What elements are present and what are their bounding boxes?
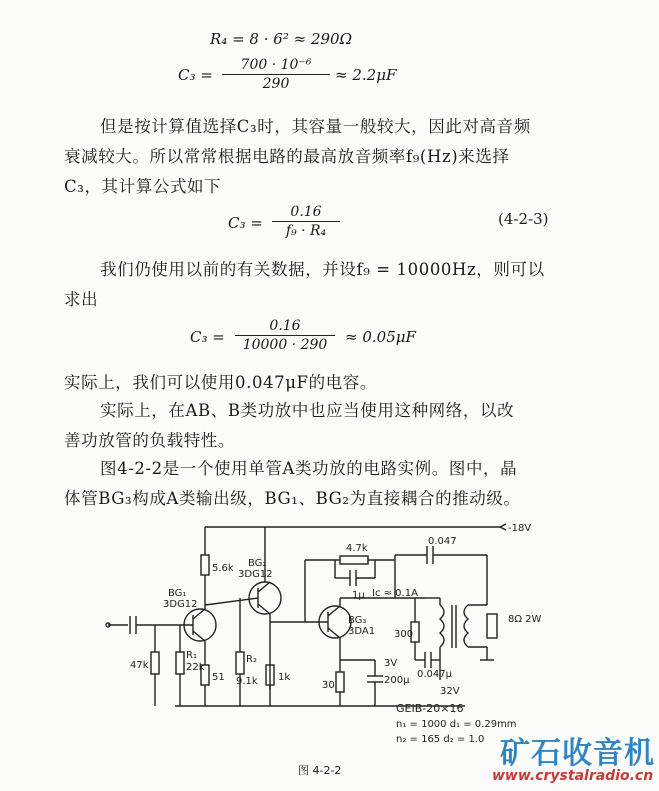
- label-r-51: 51: [212, 672, 225, 683]
- equation-c3-first: C₃ =: [178, 66, 213, 84]
- paragraph-line: 体管BG₃构成A类输出级，BG₁、BG₂为直接耦合的推动级。: [64, 489, 521, 508]
- resistor-4k7: [340, 556, 368, 564]
- paragraph-line: 衰减较大。所以常常根据电路的最高放音频率f₉(Hz)来选择: [64, 147, 510, 166]
- supply-arrow: [500, 524, 506, 530]
- eq-r4-lhs: R₄: [210, 30, 228, 48]
- paragraph-line: 善功放管的负载特性。: [64, 431, 235, 450]
- frac-num: 0.16: [290, 204, 322, 220]
- label-r-30: 30: [322, 680, 335, 691]
- equation-formula-lhs: C₃ =: [228, 214, 263, 232]
- resistor-5k6: [201, 555, 209, 575]
- resistor-r2-9k1: [236, 652, 244, 674]
- resistor-rw-22k: [176, 652, 184, 674]
- label-ic: Iᴄ ≈ 0.1A: [372, 588, 418, 599]
- label-c-0047: 0.047μ: [417, 669, 452, 680]
- equation-c3-first-result: ≈ 2.2μF: [335, 66, 397, 84]
- transformer-secondary: [464, 605, 468, 647]
- label-bg2-type: 3DG12: [238, 569, 273, 580]
- label-r-top: 5.6k: [212, 563, 234, 574]
- watermark-url: www.crystalradio.cn: [492, 768, 654, 784]
- label-spk: 8Ω 2W: [508, 614, 542, 625]
- label-c-fb: 1μ: [352, 590, 365, 601]
- label-bg3-type: 3DA1: [348, 626, 376, 637]
- paragraph-line: 求出: [64, 290, 99, 309]
- frac-den: 10000 · 290: [235, 335, 335, 353]
- frac-den: 290: [222, 74, 330, 92]
- paragraph-line: 实际上，在AB、B类功放中也应当使用这种网络，以改: [100, 401, 515, 420]
- label-c-200: 200μ: [384, 675, 410, 686]
- speaker: [487, 614, 497, 638]
- equation-tag: (4-2-3): [498, 210, 549, 228]
- frac-num: 700 · 10⁻⁶: [240, 57, 312, 73]
- label-r-300: 300: [394, 629, 414, 640]
- paragraph-line: 图4-2-2是一个使用单管A类功放的电路实例。图中，晶: [100, 459, 518, 478]
- paragraph-line: 但是按计算值选择C₃时，其容量一般较大，因此对高音频: [100, 117, 531, 136]
- equation-c3-result-rhs: ≈ 0.05μF: [345, 328, 416, 346]
- label-n2: n₂ = 165 d₂ = 1.0: [396, 734, 485, 745]
- resistor-47k: [151, 652, 159, 674]
- paragraph-line: 我们仍使用以前的有关数据，并设f₉ = 10000Hz，则可以: [100, 260, 545, 279]
- label-r2-name: R₂: [246, 654, 257, 665]
- label-bg2-name: BG₂: [248, 558, 267, 569]
- watermark-title: 矿石收音机: [500, 736, 655, 771]
- figure-caption: 图 4-2-2: [298, 764, 342, 777]
- label-rw-name: R₁: [186, 650, 197, 661]
- label-core: GEIB-20×16: [396, 702, 464, 715]
- equation-c3-result-lhs: C₃ =: [190, 328, 225, 346]
- transformer-primary: [440, 605, 444, 647]
- label-c-3v: 3V: [384, 658, 398, 669]
- label-v-32: 32V: [440, 686, 460, 697]
- label-bg1-name: BG₁: [168, 588, 187, 599]
- label-n1: n₁ = 1000 d₁ = 0.29mm: [396, 719, 517, 730]
- label-bg3-name: BG₃: [348, 615, 367, 626]
- label-r2-val: 9.1k: [236, 676, 258, 687]
- eq-r4-rhs: = 8 · 6² ≈ 290Ω: [232, 30, 353, 48]
- resistor-30: [336, 672, 344, 692]
- label-r-1k: 1k: [278, 672, 291, 683]
- label-r-fb: 4.7k: [346, 543, 368, 554]
- frac-num: 0.16: [269, 318, 301, 334]
- paragraph-line: C₃，其计算公式如下: [64, 177, 222, 196]
- label-r-in: 47k: [130, 660, 149, 671]
- paragraph-line: 实际上，我们可以使用0.047μF的电容。: [64, 373, 378, 392]
- frac-den: f₉ · R₄: [272, 221, 340, 239]
- supply-label: -18V: [508, 523, 532, 534]
- label-bg1-type: 3DG12: [163, 599, 198, 610]
- label-c-out: 0.047: [428, 536, 457, 547]
- label-rw-val: 22k: [186, 662, 205, 673]
